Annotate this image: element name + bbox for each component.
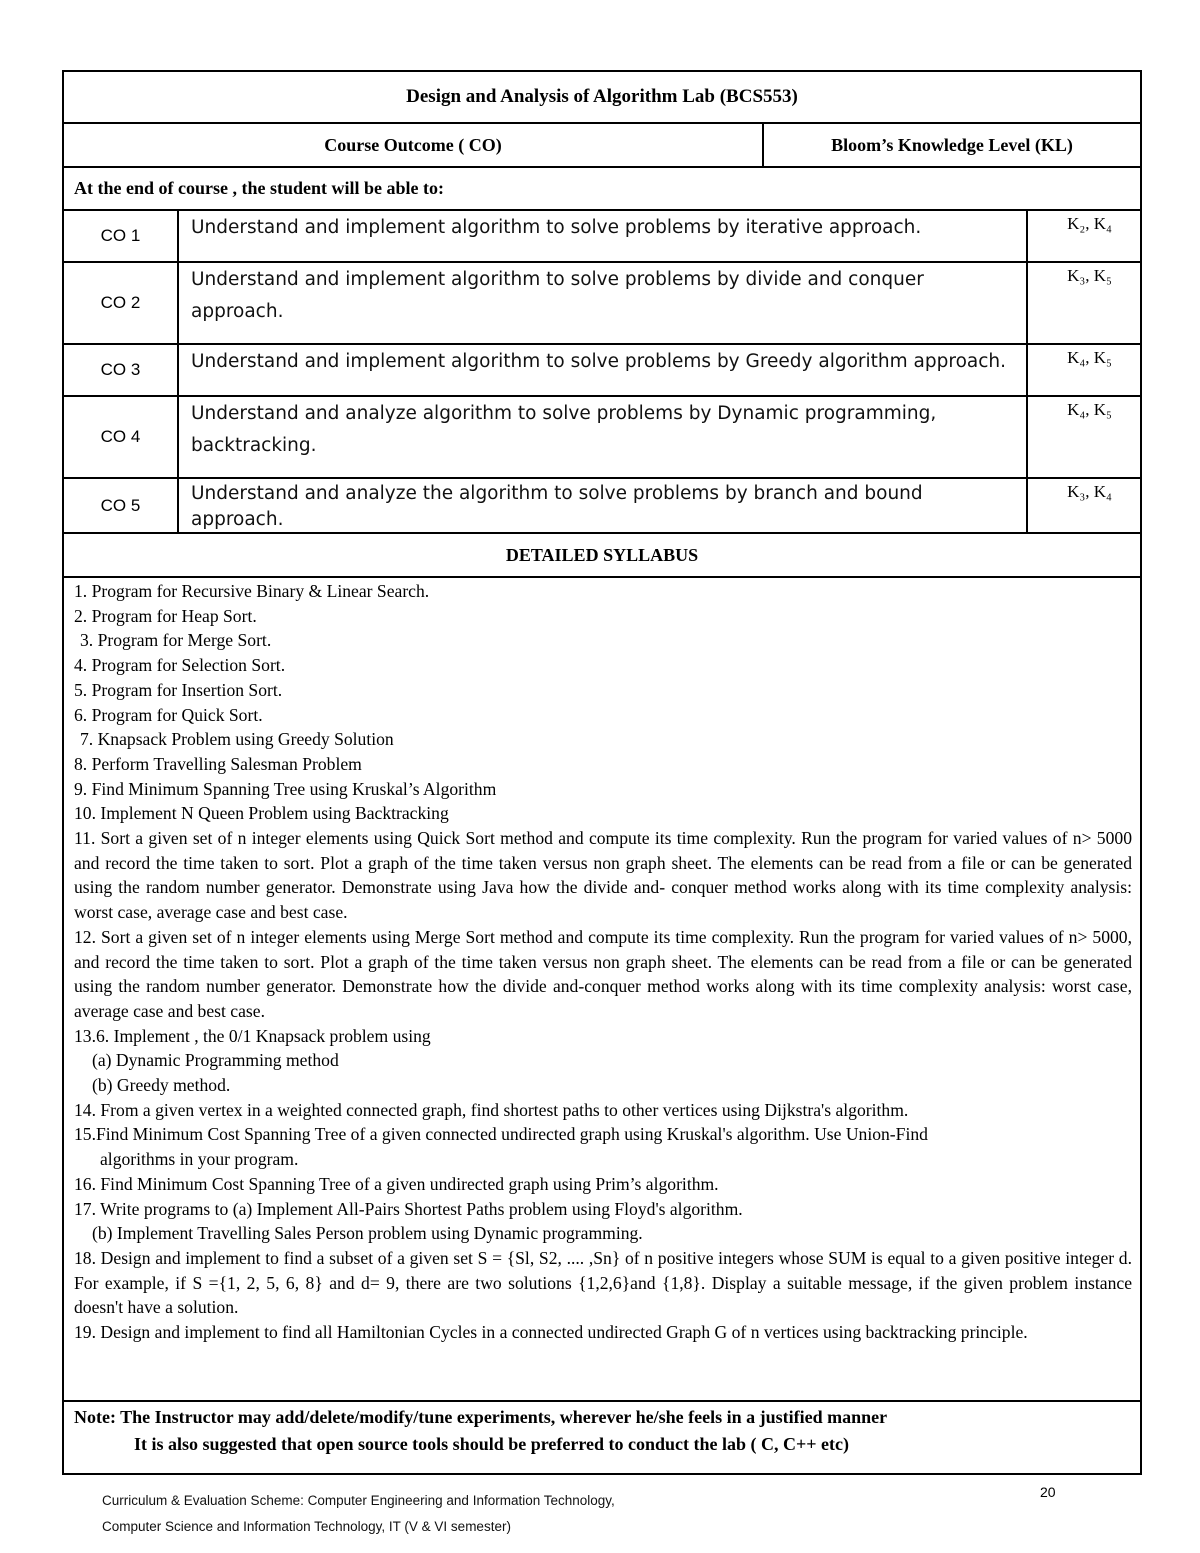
instructor-note bbox=[64, 1402, 1140, 1473]
list-item: 11. Sort a given set of n integer elements using Quick Sort method and compute its time complexity. Run the program for varied values of n> 5000 and record the time taken to sort. Plot a graph of the time taken versus non graph sheet. The elements can be read from a file or can be generated using the random number generator. Demonstrate using Java how the divide and- conquer method works along with its time complexity analysis: worst case, average case and best case. bbox=[74, 828, 1132, 923]
list-item: (a) Dynamic Programming method bbox=[92, 1050, 339, 1071]
footer-line-1: Curriculum & Evaluation Scheme: Computer Engineering and Information Technology, bbox=[102, 1493, 615, 1508]
list-item: algorithms in your program. bbox=[100, 1149, 299, 1170]
co-id: CO 5 bbox=[64, 479, 179, 532]
list-item: 13.6. Implement , the 0/1 Knapsack problem using bbox=[74, 1025, 431, 1046]
list-item: (b) Greedy method. bbox=[92, 1075, 231, 1096]
co-description: Understand and analyze the algorithm to solve problems by branch and bound approach. bbox=[179, 479, 1028, 532]
note-line-1: Note: The Instructor may add/delete/modify/tune experiments, wherever he/she feels in a justified manner bbox=[74, 1407, 888, 1427]
list-item: 15.Find Minimum Cost Spanning Tree of a given connected undirected graph using Kruskal's algorithm. Use Union-Find bbox=[74, 1124, 928, 1145]
table-row bbox=[64, 479, 1140, 534]
co-knowledge-level: K₃, K₅ bbox=[1067, 266, 1112, 285]
co-description: Understand and implement algorithm to solve problems by Greedy algorithm approach. bbox=[179, 345, 1028, 395]
co-id: CO 4 bbox=[64, 397, 179, 477]
co-knowledge-level: K₃, K₄ bbox=[1067, 482, 1112, 501]
list-item: 1. Program for Recursive Binary & Linear Search. bbox=[74, 581, 430, 601]
table-row bbox=[64, 397, 1140, 479]
syllabus-table bbox=[62, 70, 1142, 1475]
list-item: 19. Design and implement to find all Hamiltonian Cycles in a connected undirected Graph G of n vertices using backtracking principle. bbox=[74, 1322, 1028, 1343]
list-item: 9. Find Minimum Spanning Tree using Kruskal’s Algorithm bbox=[74, 778, 497, 799]
list-item: 14. From a given vertex in a weighted connected graph, find shortest paths to other vertices using Dijkstra's algorithm. bbox=[74, 1099, 909, 1120]
list-item: 18. Design and implement to find a subset of a given set S = {Sl, S2, .... ,Sn} of n positive integers whose SUM is equal to a given positive integer d. For example, if S ={1, 2, 5, 6, 8} and d= 9, there are two solutions {1,2,6}and {1,8}. Display a suitable message, if the given problem instance doesn't have a solution. bbox=[74, 1247, 1132, 1318]
table-header bbox=[64, 124, 1140, 168]
list-item: 5. Program for Insertion Sort. bbox=[74, 679, 283, 700]
list-item: 2. Program for Heap Sort. bbox=[74, 605, 257, 626]
intro-text: At the end of course , the student will be able to: bbox=[64, 168, 1140, 211]
list-item: 6. Program for Quick Sort. bbox=[74, 704, 263, 725]
list-item: (b) Implement Travelling Sales Person problem using Dynamic programming. bbox=[92, 1223, 643, 1244]
footer-line-2: Computer Science and Information Technology, IT (V & VI semester) bbox=[102, 1519, 511, 1534]
page-footer bbox=[102, 1488, 615, 1540]
co-id: CO 3 bbox=[64, 345, 179, 395]
co-id: CO 1 bbox=[64, 211, 179, 261]
note-line-2: It is also suggested that open source tools should be preferred to conduct the lab ( C, C++ etc) bbox=[134, 1434, 849, 1454]
list-item: 3. Program for Merge Sort. bbox=[80, 630, 272, 651]
co-knowledge-level: K₂, K₄ bbox=[1067, 214, 1112, 233]
list-item: 17. Write programs to (a) Implement All-Pairs Shortest Paths problem using Floyd's algorithm. bbox=[74, 1198, 743, 1219]
co-description: Understand and analyze algorithm to solve problems by Dynamic programming, backtracking. bbox=[179, 397, 1028, 477]
list-item: 8. Perform Travelling Salesman Problem bbox=[74, 753, 362, 774]
kl-column-header: Bloom’s Knowledge Level (KL) bbox=[831, 134, 1073, 155]
co-description: Understand and implement algorithm to solve problems by iterative approach. bbox=[179, 211, 1028, 261]
list-item: 7. Knapsack Problem using Greedy Solution bbox=[80, 729, 394, 750]
table-row bbox=[64, 211, 1140, 263]
co-knowledge-level: K₄, K₅ bbox=[1067, 348, 1112, 367]
syllabus-list bbox=[64, 578, 1140, 1402]
co-id: CO 2 bbox=[64, 263, 179, 343]
co-column-header: Course Outcome ( CO) bbox=[64, 124, 764, 166]
table-row bbox=[64, 263, 1140, 345]
co-knowledge-level: K₄, K₅ bbox=[1067, 400, 1112, 419]
table-row bbox=[64, 345, 1140, 397]
list-item: 4. Program for Selection Sort. bbox=[74, 655, 286, 676]
list-item: 10. Implement N Queen Problem using Backtracking bbox=[74, 803, 449, 824]
list-item: 16. Find Minimum Cost Spanning Tree of a given undirected graph using Prim’s algorithm. bbox=[74, 1173, 719, 1194]
list-item: 12. Sort a given set of n integer elements using Merge Sort method and compute its time complexity. Run the program for varied values of n> 5000, and record the time taken to sort. Plot a graph of the time taken versus non graph sheet. The elements can be read from a file or can be generated using the random number generator. Demonstrate how the divide and-conquer method works along with its time complexity analysis: worst case, average case and best case. bbox=[74, 926, 1132, 1021]
syllabus-heading: DETAILED SYLLABUS bbox=[64, 534, 1140, 578]
page-number: 20 bbox=[1040, 1484, 1056, 1500]
document-title: Design and Analysis of Algorithm Lab (BCS553) bbox=[64, 72, 1140, 124]
co-description: Understand and implement algorithm to solve problems by divide and conquer approach. bbox=[179, 263, 1028, 343]
